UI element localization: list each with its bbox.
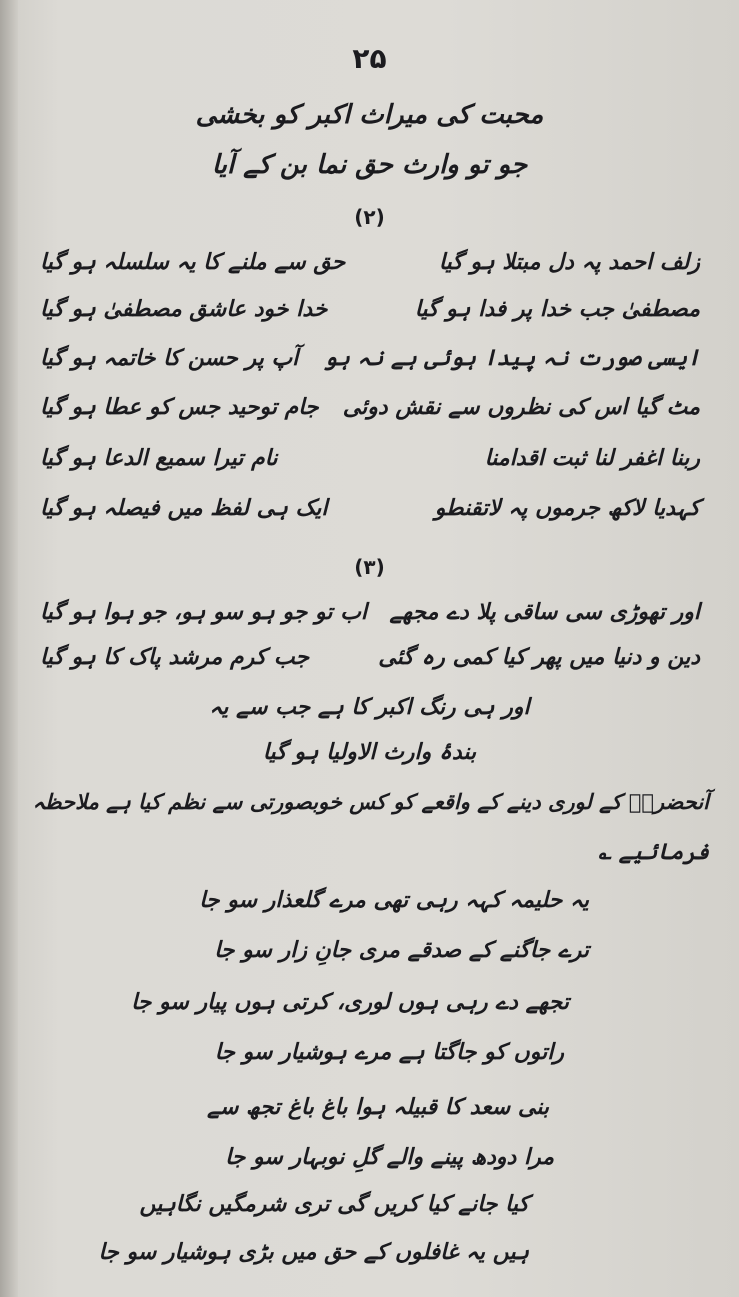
lullaby-verse: ہیں یہ غافلوں کے حق میں بڑی ہوشیار سو جا xyxy=(98,1240,529,1265)
verse-left: نام تیرا سمیع الدعا ہو گیا xyxy=(40,446,278,471)
lullaby-verse: تجھے دے رہی ہوں لوری، کرتی ہوں پیار سو جا xyxy=(131,990,569,1015)
couplet-row xyxy=(40,496,700,536)
verse-left: ایک ہی لفظ میں فیصلہ ہو گیا xyxy=(40,496,328,521)
page-spine-shadow xyxy=(0,0,18,1297)
lullaby-verse: راتوں کو جاگتا ہے مرے ہوشیار سو جا xyxy=(214,1040,564,1065)
verse-right: ربنا اغفر لنا ثبت اقدامنا xyxy=(484,446,700,471)
couplet-row xyxy=(40,600,700,640)
verse-right: دین و دنیا میں پھر کیا کمی رہ گئی xyxy=(378,645,700,670)
verse-right: زلف احمد پہ دل مبتلا ہو گیا xyxy=(438,250,700,275)
prose-line-2: فرمائیے ؎ xyxy=(598,840,709,865)
lullaby-verse: ترے جاگنے کے صدقے مری جانِ زار سو جا xyxy=(214,938,589,963)
verse-left: خدا خود عاشق مصطفیٰ ہو گیا xyxy=(40,297,328,322)
couplet-row xyxy=(40,395,700,435)
verse-right: مصطفیٰ جب خدا پر فدا ہو گیا xyxy=(414,297,700,322)
closing-verse-1: اور ہی رنگ اکبر کا ہے جب سے یہ xyxy=(209,695,530,720)
couplet-row xyxy=(40,297,700,337)
verse-left: حق سے ملنے کا یہ سلسلہ ہو گیا xyxy=(40,250,346,275)
heading-line-2: جو تو وارث حق نما بن کے آیا xyxy=(211,150,528,180)
section-2-label: (۲) xyxy=(354,205,385,229)
verse-right: ایسی صورت نہ پیدا ہوئی ہے نہ ہو xyxy=(324,346,700,371)
page-number: ۲۵ xyxy=(352,42,387,75)
lullaby-verse: کیا جانے کیا کریں گی تری شرمگیں نگاہیں xyxy=(139,1192,529,1217)
lullaby-verse: بنی سعد کا قبیلہ ہوا باغ باغ تجھ سے xyxy=(207,1095,549,1120)
verse-left: اب تو جو ہو سو ہو، جو ہوا ہو گیا xyxy=(40,600,368,625)
heading-line-1: محبت کی میراث اکبر کو بخشی xyxy=(195,100,544,130)
verse-left: جام توحید جس کو عطا ہو گیا xyxy=(40,395,319,420)
prose-line-1: آنحضرتؐ کے لوری دینے کے واقعے کو کس خوبصورتی سے نظم کیا ہے ملاحظہ xyxy=(32,790,709,814)
verse-right: مٹ گیا اس کی نظروں سے نقش دوئی xyxy=(342,395,700,420)
lullaby-verse: مرا دودھ پینے والے گلِ نوبہار سو جا xyxy=(225,1145,554,1170)
verse-left: آپ پر حسن کا خاتمہ ہو گیا xyxy=(40,346,299,371)
closing-verse-2: بندۂ وارث الاولیا ہو گیا xyxy=(262,740,477,765)
verse-right: کہدیا لاکھ جرموں پہ لاتقنطو xyxy=(434,496,700,521)
couplet-row xyxy=(40,346,700,386)
couplet-row xyxy=(40,250,700,290)
couplet-row xyxy=(40,446,700,486)
lullaby-verse: یہ حلیمہ کہہ رہی تھی مرے گلعذار سو جا xyxy=(199,888,589,913)
couplet-row xyxy=(40,645,700,685)
section-3-label: (۳) xyxy=(354,555,385,579)
verse-left: جب کرم مرشد پاک کا ہو گیا xyxy=(40,645,310,670)
verse-right: اور تھوڑی سی ساقی پلا دے مجھے xyxy=(389,600,700,625)
